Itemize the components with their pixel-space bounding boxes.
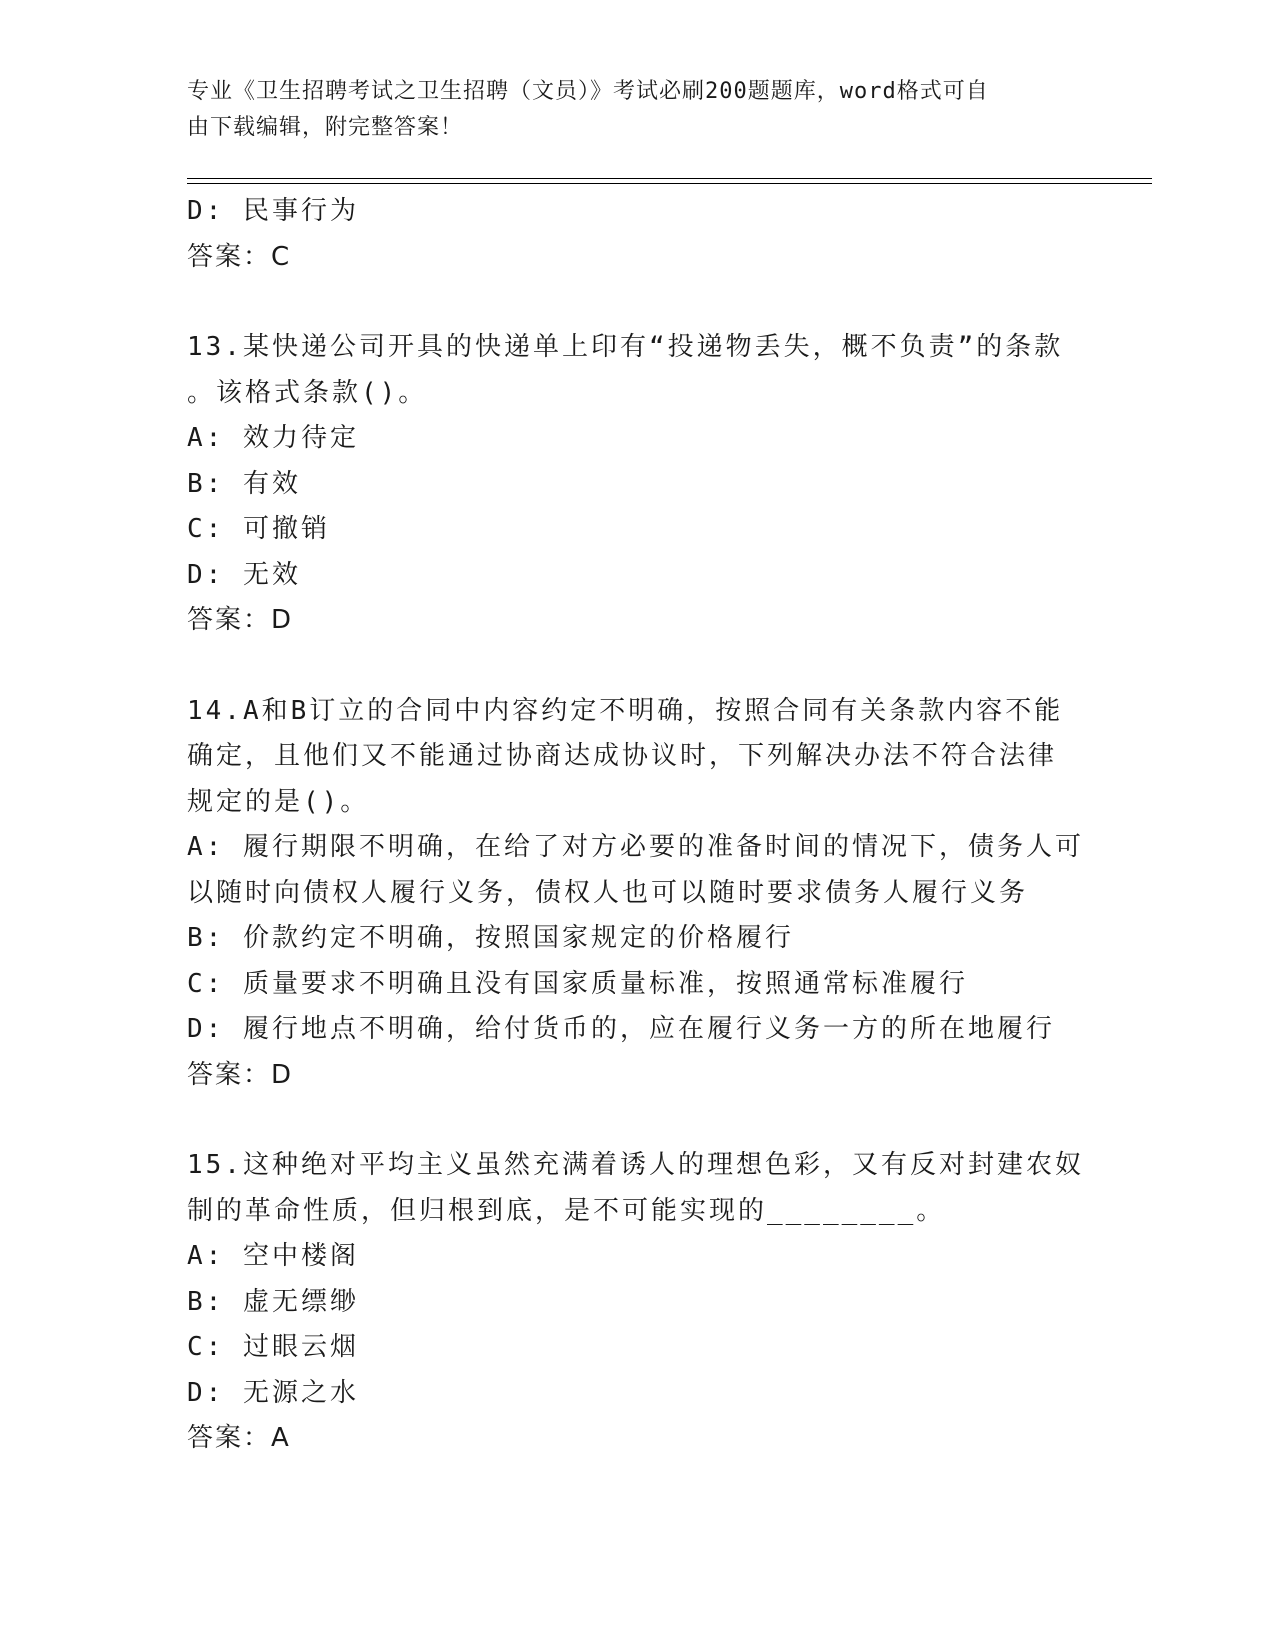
question-stem-line: 。该格式条款()。 (187, 377, 428, 408)
option-c: C: 可撤销 (187, 514, 330, 544)
question-stem-line: 14.A和B订立的合同中内容约定不明确，按照合同有关条款内容不能 (187, 695, 1064, 726)
option-c: C: 过眼云烟 (187, 1332, 359, 1362)
answer-line: 答案：C (187, 241, 292, 272)
question-stem-line: 15.这种绝对平均主义虽然充满着诱人的理想色彩，又有反对封建农奴 (187, 1150, 1084, 1180)
question-15 (187, 1143, 1087, 1462)
header-divider-bottom (187, 183, 1152, 184)
option-d: D: 民事行为 (187, 196, 359, 226)
header-divider-top (187, 178, 1152, 179)
option-a-continued: 以随时向债权人履行义务，债权人也可以随时要求债务人履行义务 (187, 877, 1029, 908)
option-b: B: 价款约定不明确，按照国家规定的价格履行 (187, 923, 794, 953)
question-stem-line: 制的革命性质，但归根到底，是不可能实现的________。 (187, 1195, 946, 1226)
option-c: C: 质量要求不明确且没有国家质量标准，按照通常标准履行 (187, 968, 968, 999)
option-d: D: 履行地点不明确，给付货币的，应在履行义务一方的所在地履行 (187, 1014, 1055, 1044)
answer-line: 答案：D (187, 1059, 294, 1090)
option-a: A: 空中楼阁 (187, 1241, 359, 1271)
header-line-2: 由下载编辑，附完整答案！ (187, 115, 464, 140)
previous-question-tail (187, 189, 1087, 280)
option-b: B: 虚无缥缈 (187, 1286, 359, 1317)
option-d: D: 无效 (187, 559, 301, 590)
option-d: D: 无源之水 (187, 1377, 359, 1408)
option-a: A: 履行期限不明确，在给了对方必要的准备时间的情况下，债务人可 (187, 832, 1084, 862)
question-stem-line: 规定的是()。 (187, 786, 370, 817)
option-a: A: 效力待定 (187, 423, 359, 453)
question-stem-line: 确定，且他们又不能通过协商达成协议时，下列解决办法不符合法律 (187, 741, 1058, 771)
answer-line: 答案：D (187, 605, 294, 635)
question-13 (187, 325, 1087, 644)
document-header (187, 74, 1087, 146)
question-14 (187, 689, 1087, 1099)
option-b: B: 有效 (187, 468, 301, 499)
question-stem-line: 13.某快递公司开具的快递单上印有“投递物丢失，概不负责”的条款 (187, 332, 1064, 362)
answer-line: 答案：A (187, 1423, 291, 1453)
document-body (187, 189, 1087, 1462)
header-line-1: 专业《卫生招聘考试之卫生招聘（文员）》考试必刷200题题库，word格式可自 (187, 79, 989, 104)
